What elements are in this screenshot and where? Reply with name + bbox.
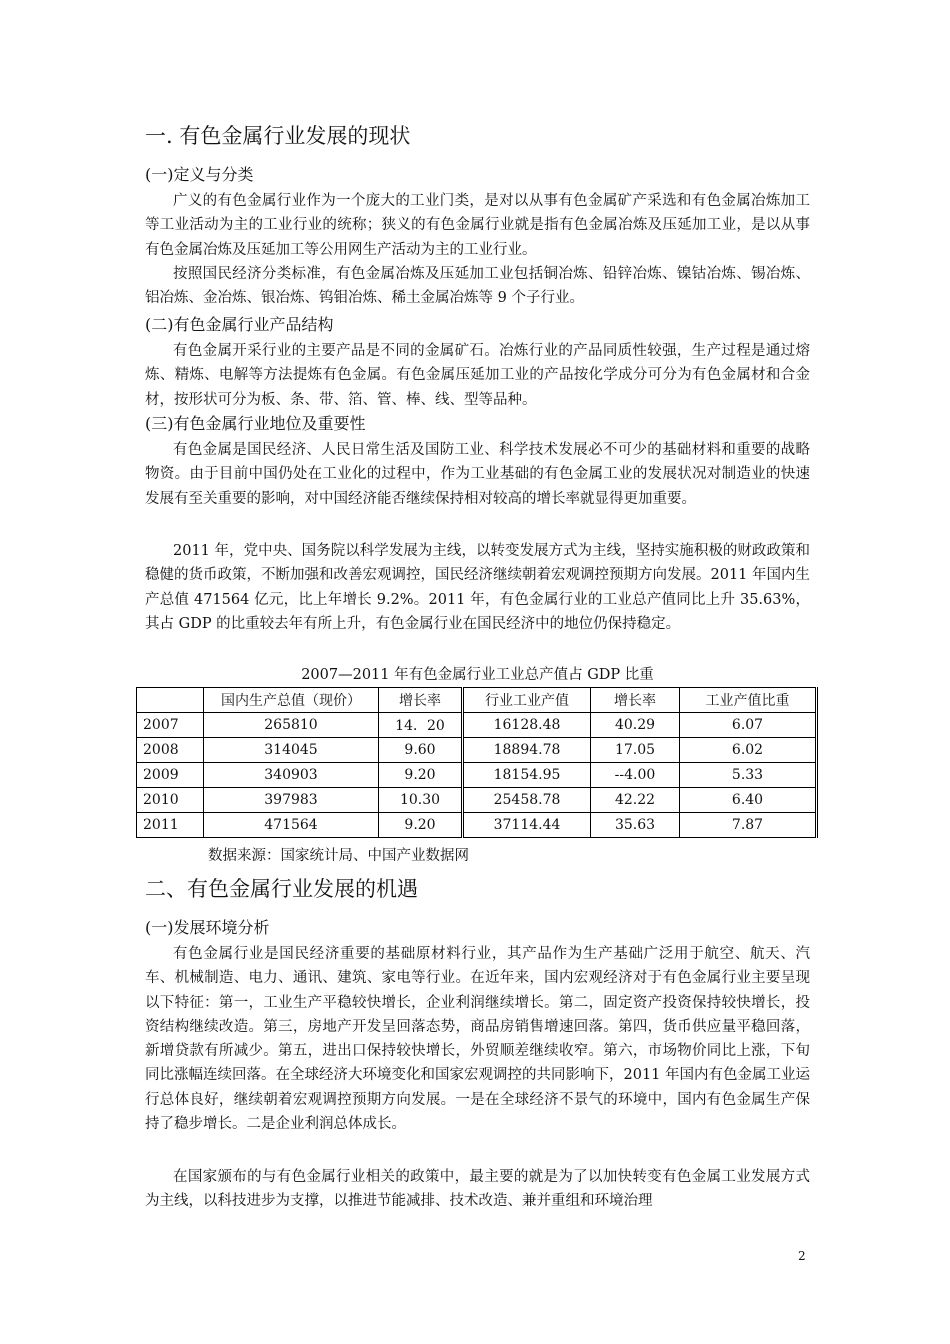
year-cell: 2008: [137, 738, 204, 763]
paragraph-importance: 有色金属是国民经济、人民日常生活及国防工业、科学技术发展必不可少的基础材料和重要的战略物资。由于目前中国仍处在工业化的过程中，作为工业基础的有色金属工业的发展状况对制造业的快速发展有至关重要的影响，对中国经济能否继续保持相对较高的增长率就显得更加重要。: [145, 442, 810, 507]
table-row: [137, 713, 817, 738]
year-cell: 2011: [137, 813, 204, 838]
table-cell: 6.02: [680, 738, 817, 763]
paragraph-2011-economy: 2011 年，党中央、国务院以科学发展为主线，以转变发展方式为主线，坚持实施积极的财政政策和稳健的货币政策，不断加强和改善宏观调控，国民经济继续朝着宏观调控预期方向发展。2011 年国内生产总值 471564 亿元，比上年增长 9.2%。2011 年，有色金属行业的工业总产值同比上升 35.63%，其占 GDP 的比重较去年有所上升，有色金属行业在国民经济中的地位仍保持稳定。: [145, 543, 811, 632]
table-cell: 314045: [204, 738, 379, 763]
table-cell: 9.20: [379, 763, 463, 788]
header-cell: 增长率: [591, 688, 680, 713]
year-cell: 2010: [137, 788, 204, 813]
table-cell: 265810: [204, 713, 379, 738]
table-cell: 18894.78: [463, 738, 591, 763]
subsection-1-3-heading: (三)有色金属行业地位及重要性: [145, 414, 366, 433]
header-cell: 行业工业产值: [463, 688, 591, 713]
table-row: [137, 813, 817, 838]
table-cell: 340903: [204, 763, 379, 788]
table-cell: 397983: [204, 788, 379, 813]
table-cell: --4.00: [591, 763, 680, 788]
table-cell: 18154.95: [463, 763, 591, 788]
gdp-share-table: [136, 687, 818, 838]
table-row: [137, 738, 817, 763]
table-cell: 6.40: [680, 788, 817, 813]
table-cell: 42.22: [591, 788, 680, 813]
header-cell: 国内生产总值（现价）: [204, 688, 379, 713]
table-cell: 6.07: [680, 713, 817, 738]
table-cell: 9.60: [379, 738, 463, 763]
table-caption: 2007—2011 年有色金属行业工业总产值占 GDP 比重: [301, 667, 654, 683]
table-cell: 25458.78: [463, 788, 591, 813]
table-cell: 471564: [204, 813, 379, 838]
table-cell: 17.05: [591, 738, 680, 763]
table-cell: 40.29: [591, 713, 680, 738]
section-2-heading: 二、有色金属行业发展的机遇: [145, 877, 418, 901]
table-source-note: 数据来源：国家统计局、中国产业数据网: [208, 848, 469, 864]
subsection-1-1-heading: (一)定义与分类: [145, 165, 254, 184]
table-cell: 7.87: [680, 813, 817, 838]
table-header-row: [137, 688, 817, 713]
header-cell: [137, 688, 204, 713]
table-cell: 10.30: [379, 788, 463, 813]
header-cell: 工业产值比重: [680, 688, 817, 713]
table-cell: 5.33: [680, 763, 817, 788]
subsection-2-1-heading: (一)发展环境分析: [145, 918, 270, 937]
subsection-1-2-heading: (二)有色金属行业产品结构: [145, 315, 334, 334]
table-cell: 35.63: [591, 813, 680, 838]
paragraph-definition: 广义的有色金属行业作为一个庞大的工业门类，是对以从事有色金属矿产采选和有色金属冶炼加工等工业活动为主的工业行业的统称；狭义的有色金属行业就是指有色金属冶炼及压延加工业，是以从事有色金属冶炼及压延加工等公用网生产活动为主的工业行业。: [145, 193, 810, 258]
table-cell: 9.20: [379, 813, 463, 838]
table-cell: 14．20: [379, 713, 463, 738]
table-cell: 37114.44: [463, 813, 591, 838]
paragraph-classification: 按照国民经济分类标准，有色金属冶炼及压延加工业包括铜冶炼、铅锌冶炼、镍钴冶炼、锡冶炼、铝冶炼、金冶炼、银冶炼、钨钼冶炼、稀土金属冶炼等 9 个子行业。: [145, 266, 810, 307]
year-cell: 2007: [137, 713, 204, 738]
header-cell: 增长率: [379, 688, 463, 713]
table-row: [137, 788, 817, 813]
paragraph-environment: 有色金属行业是国民经济重要的基础原材料行业，其产品作为生产基础广泛用于航空、航天、汽车、机械制造、电力、通讯、建筑、家电等行业。在近年来，国内宏观经济对于有色金属行业主要呈现以下特征：第一，工业生产平稳较快增长，企业利润继续增长。第二，固定资产投资保持较快增长，投资结构继续改造。第三，房地产开发呈回落态势，商品房销售增速回落。第四，货币供应量平稳回落，新增贷款有所减少。第五，进出口保持较快增长，外贸顺差继续收窄。第六，市场物价同比上涨，下旬同比涨幅连续回落。在全球经济大环境变化和国家宏观调控的共同影响下，2011 年国内有色金属工业运行总体良好，继续朝着宏观调控预期方向发展。一是在全球经济不景气的环境中，国内有色金属生产保持了稳步增长。二是企业利润总体成长。: [145, 946, 811, 1133]
paragraph-product-structure: 有色金属开采行业的主要产品是不同的金属矿石。冶炼行业的产品同质性较强，生产过程是通过熔炼、精炼、电解等方法提炼有色金属。有色金属压延加工业的产品按化学成分可分为有色金属材和合金材，按形状可分为板、条、带、箔、管、棒、线、型等品种。: [145, 343, 810, 408]
paragraph-policy: 在国家颁布的与有色金属行业相关的政策中，最主要的就是为了以加快转变有色金属工业发展方式为主线，以科技进步为支撑，以推进节能减排、技术改造、兼并重组和环境治理: [145, 1169, 810, 1210]
table-row: [137, 763, 817, 788]
table-cell: 16128.48: [463, 713, 591, 738]
year-cell: 2009: [137, 763, 204, 788]
section-1-heading: 一. 有色金属行业发展的现状: [145, 124, 411, 148]
page-number: 2: [798, 1249, 806, 1263]
